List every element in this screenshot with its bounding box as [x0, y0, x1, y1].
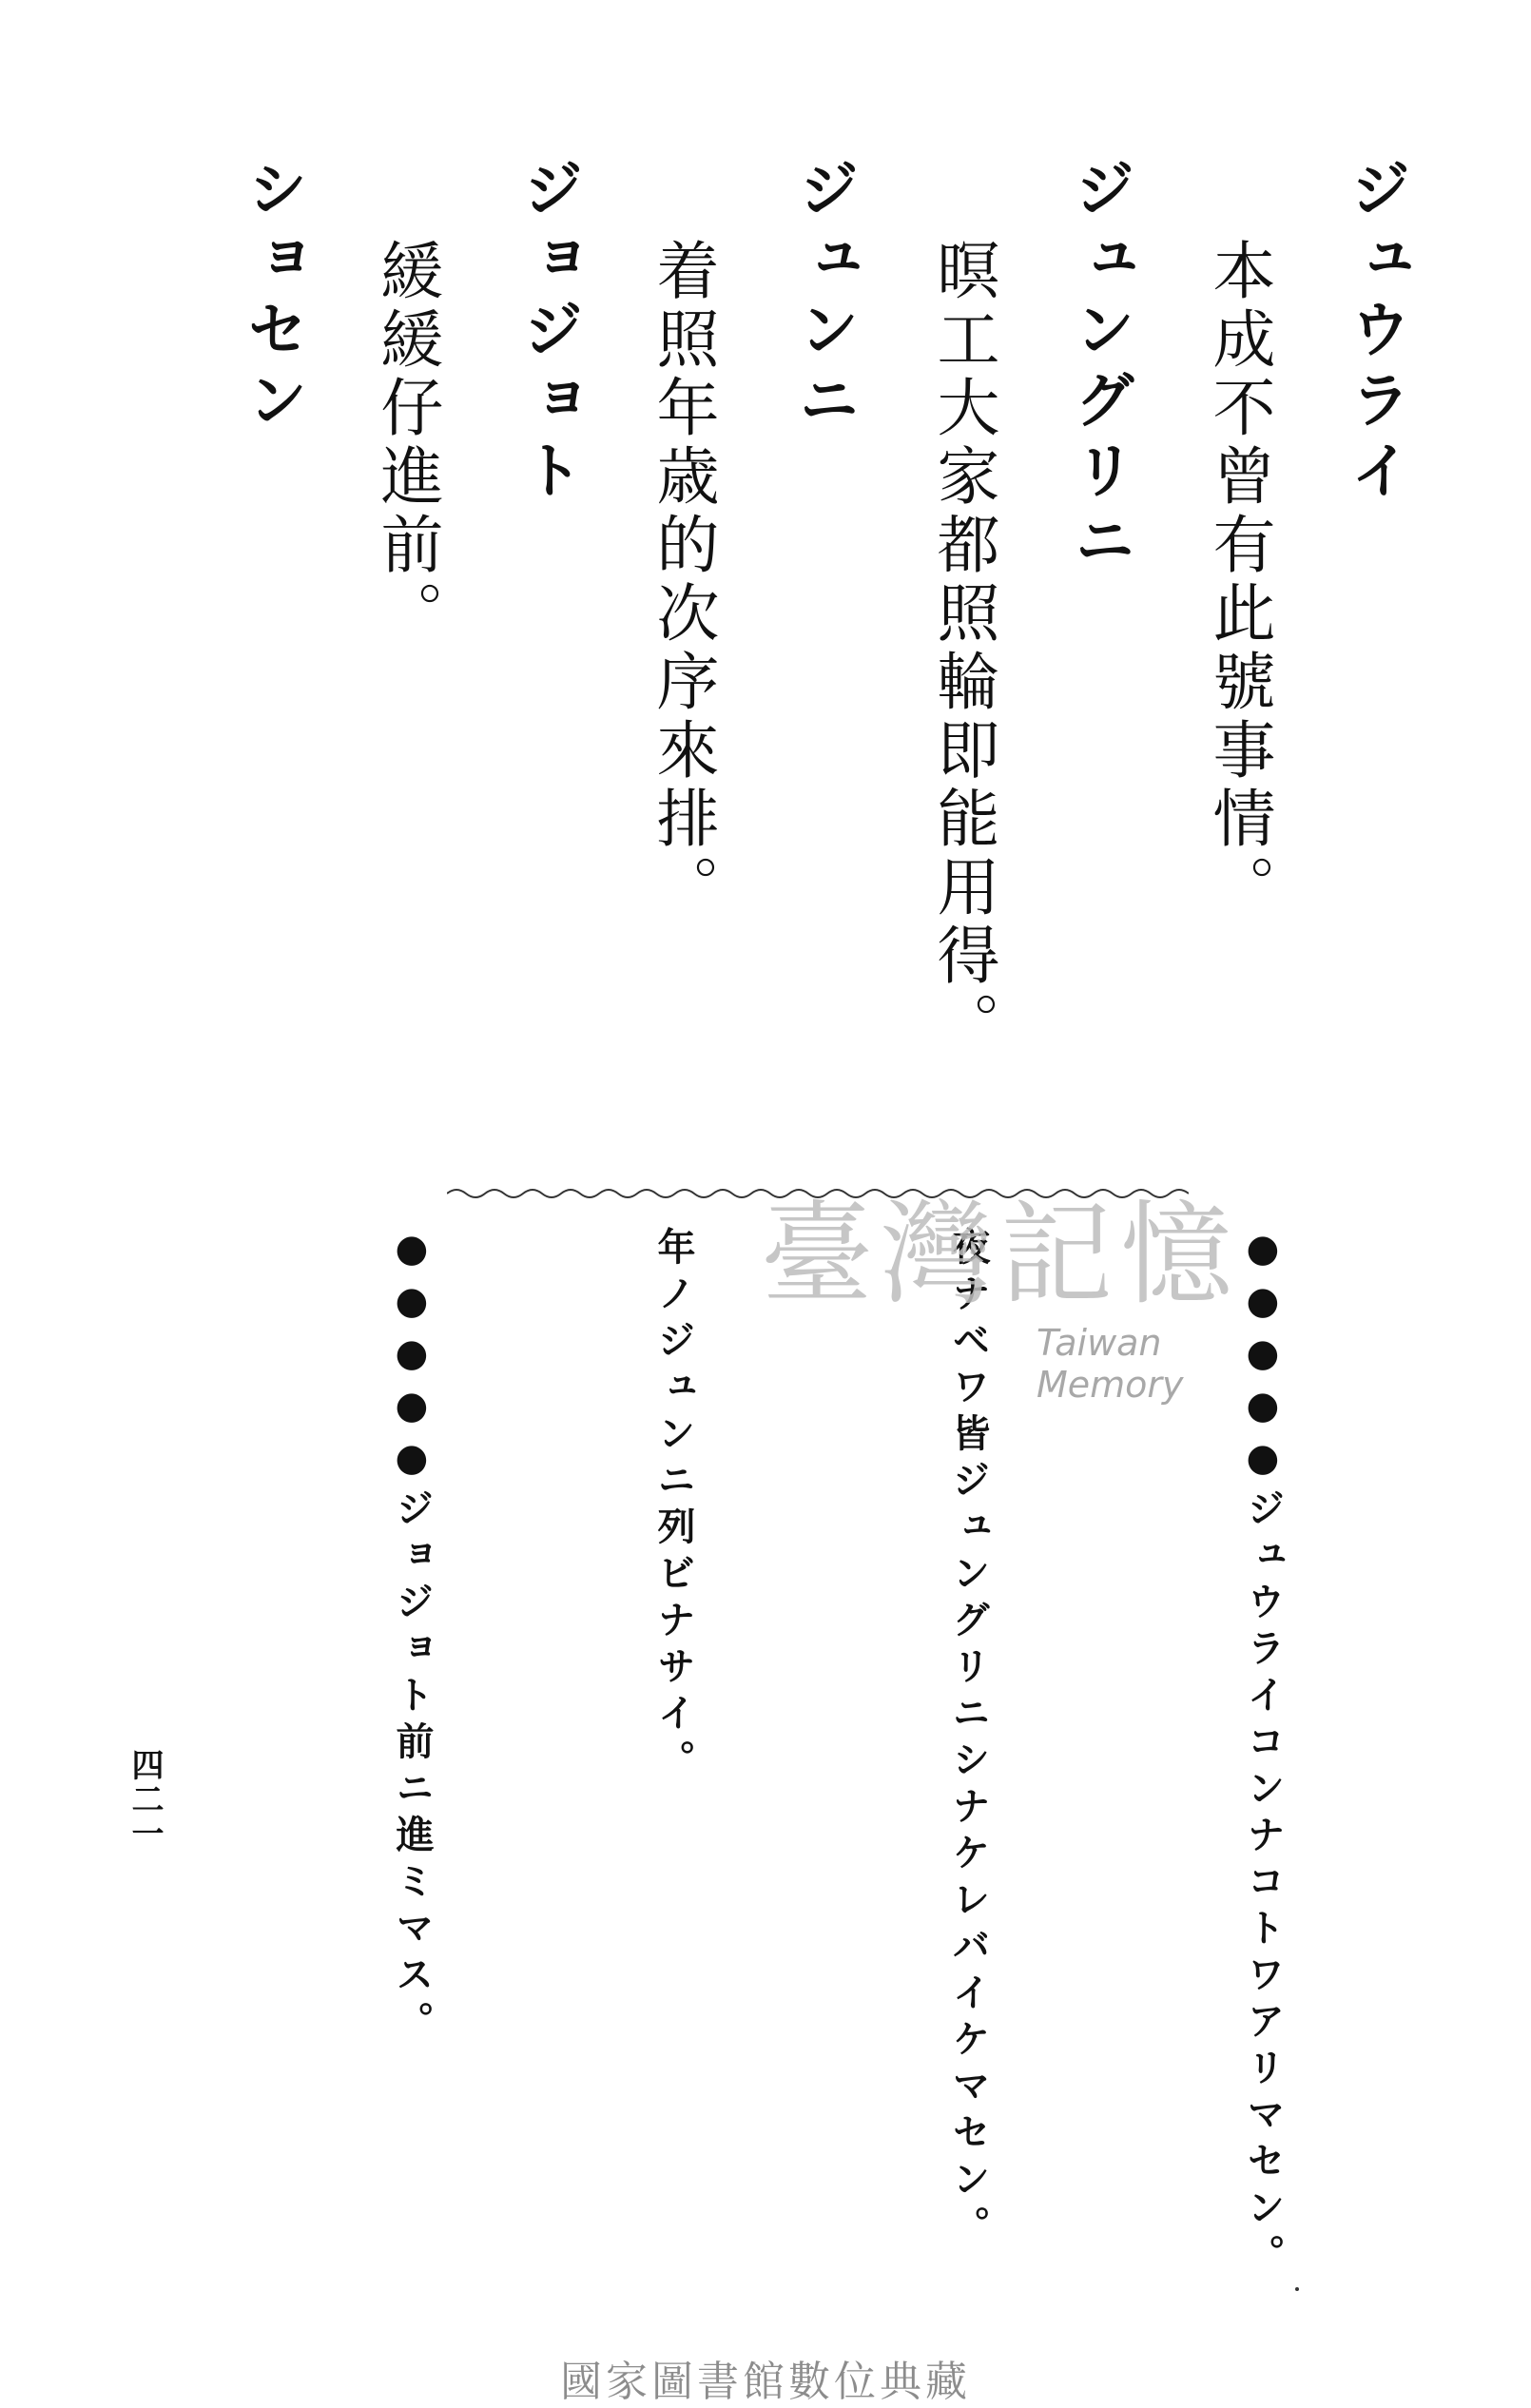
translation-line-2: 夜ナベワ皆ジュングリニシナケレバイケマセン。: [946, 1227, 990, 2252]
sentence-junni: 着照年歳的次序來排。: [646, 238, 719, 922]
sentence-jojoto: 緩緩仔進前。: [370, 238, 443, 649]
page-number: 四二一: [126, 1748, 164, 1851]
print-speck: [1295, 2287, 1299, 2291]
translation-line-1: ●●●●●ジュウライコンナコトワアリマセン。: [1241, 1227, 1285, 2281]
footer-archive-label: 國家圖書館數位典藏: [560, 2358, 971, 2406]
sentence-juurai: 本成不曾有此號事情。: [1202, 238, 1275, 922]
watermark-chinese: 臺灣記憶: [761, 1189, 1241, 1320]
watermark-english: Taiwan Memory: [1037, 1322, 1184, 1406]
heading-jungurini: ジュングリニ: [1064, 157, 1134, 579]
heading-juurai: ジュウライ: [1340, 157, 1410, 509]
heading-junni: ジュンニ: [788, 157, 859, 438]
heading-jojoto: ジョジョト: [513, 157, 583, 509]
taiwan-memory-watermark: [761, 1189, 1274, 1406]
translation-line-4: ●●●●●ジョジョト前ニ進ミマス。: [390, 1227, 434, 2048]
translation-line-3: 年ノジュンニ列ビナサイ。: [651, 1227, 695, 1786]
sentence-jungurini: 暝工大家都照輪即能用得。: [926, 238, 999, 1059]
heading-shosen: ショセン: [237, 157, 307, 438]
